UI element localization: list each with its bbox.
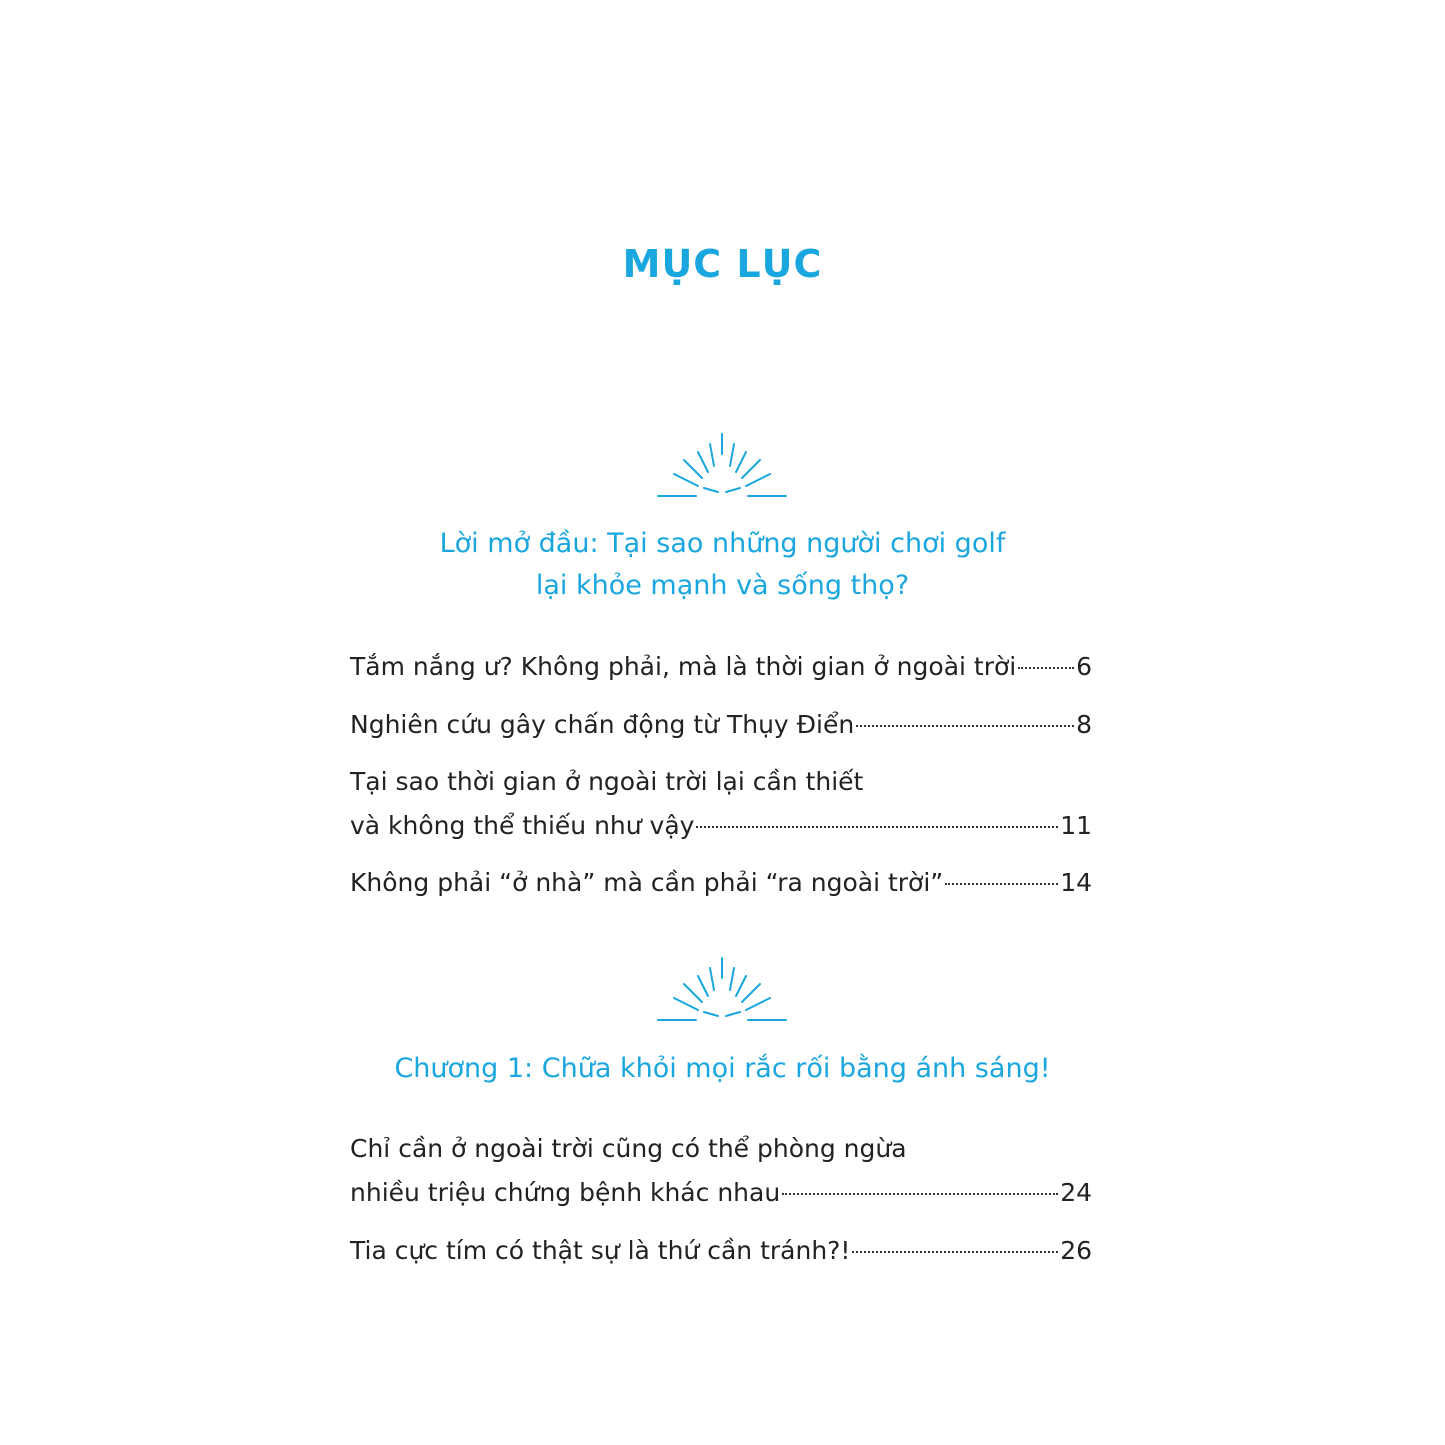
dot-leader (852, 1251, 1058, 1253)
section-heading (320, 523, 1125, 607)
sunburst-icon (652, 954, 792, 1024)
section-heading-line: Lời mở đầu: Tại sao những người chơi golf (439, 528, 1006, 559)
toc-entry[interactable] (350, 1127, 1092, 1215)
entry-title: Không phải “ở nhà” mà cần phải “ra ngoài trời” (350, 868, 944, 897)
entry-page-number: 8 (1076, 710, 1092, 739)
entry-title-line: Tại sao thời gian ở ngoài trời lại cần thiết (350, 767, 864, 796)
section-heading-line: Chương 1: Chữa khỏi mọi rắc rối bằng ánh sáng! (394, 1053, 1051, 1084)
entry-page-number: 6 (1076, 652, 1092, 681)
entry-page-number: 26 (1060, 1236, 1092, 1265)
dot-leader (1018, 667, 1074, 669)
section-heading (320, 1048, 1125, 1090)
entry-page-number: 14 (1060, 868, 1092, 897)
entry-page-number: 24 (1060, 1178, 1092, 1207)
sunburst-icon (652, 430, 792, 500)
entry-title: Tắm nắng ư? Không phải, mà là thời gian ở ngoài trời (350, 652, 1017, 681)
dot-leader (696, 826, 1058, 828)
page-title: MỤC LỤC (622, 242, 823, 286)
entry-title: Tia cực tím có thật sự là thứ cần tránh?! (350, 1236, 851, 1265)
toc-entry[interactable] (350, 1229, 1092, 1273)
toc-entry[interactable] (350, 645, 1092, 689)
section-heading-line: lại khỏe mạnh và sống thọ? (535, 570, 910, 601)
entry-title-line: nhiều triệu chứng bệnh khác nhau (350, 1178, 781, 1207)
entry-page-number: 11 (1060, 811, 1092, 840)
dot-leader (945, 883, 1058, 885)
entry-title: Nghiên cứu gây chấn động từ Thụy Điển (350, 710, 855, 739)
entry-title-line: Chỉ cần ở ngoài trời cũng có thể phòng ngừa (350, 1134, 907, 1163)
toc-entry[interactable] (350, 760, 1092, 848)
toc-entry[interactable] (350, 861, 1092, 905)
dot-leader (782, 1193, 1058, 1195)
dot-leader (856, 725, 1074, 727)
entry-title-line: và không thể thiếu như vậy (350, 811, 695, 840)
toc-entry[interactable] (350, 703, 1092, 747)
